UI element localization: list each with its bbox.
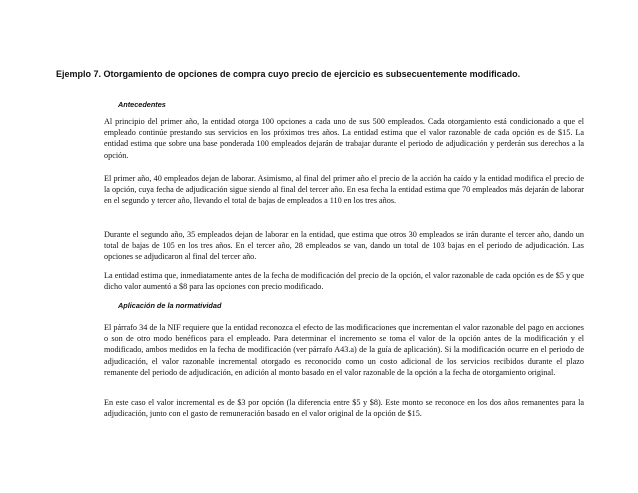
paragraph-antecedentes-1: Al principio del primer año, la entidad otorga 100 opciones a cada uno de sus 500 empleados. Cada otorgamiento está condicionado a que el empleado continúe prestando sus servicios en los próximos tres años. La entidad estima que el valor razonable de cada opción es de $15. La entidad estima que sobre una base ponderada 100 empleados dejarán de trabajar durante el periodo de adjudicación y perderán sus derechos a la opción. xyxy=(104,117,584,160)
paragraph-antecedentes-4: La entidad estima que, inmediatamente antes de la fecha de modificación del precio de la opción, el valor razonable de cada opción es de $5 y que dicho valor aumentó a $8 para las opciones con precio modificado. xyxy=(104,271,584,292)
paragraph-aplicacion-1: El párrafo 34 de la NIF requiere que la entidad reconozca el efecto de las modificaciones que incrementan el valor razonable del pago en acciones o son de otro modo benéficos para el empleado. Para determinar el incremento se toma el valor de la opción antes de la modificación y el modificado, ambos medidos en la fecha de modificación (ver párrafo A43.a) de la guía de aplicación). Si la modificación ocurre en el periodo de adjudicación, el valor razonable incremental otorgado es reconocido como un costo adicional de los servicios recibidos durante el plazo remanente del periodo de adjudicación, en adición al monto basado en el valor razonable de la opción a la fecha de otorgamiento original. xyxy=(104,323,584,377)
paragraph-antecedentes-3: Durante el segundo año, 35 empleados dejan de laborar en la entidad, que estima que otros 30 empleados se irán durante el tercer año, dando un total de bajas de 105 en los tres años. En el tercer año, 28 empleados se van, dando un total de 103 bajas en el periodo de adjudicación. Las opciones se adjudicaron al final del tercer año. xyxy=(104,230,584,262)
paragraph-antecedentes-2: El primer año, 40 empleados dejan de laborar. Asimismo, al final del primer año el precio de la acción ha caído y la entidad modifica el precio de la opción, cuya fecha de adjudicación sigue siendo al final del tercer año. En esa fecha la entidad estima que 70 empleados más dejarán de laborar en el segundo y tercer año, llevando el total de bajas de empleados a 110 en los tres años. xyxy=(104,174,584,206)
paragraph-aplicacion-2: En este caso el valor incremental es de $3 por opción (la diferencia entre $5 y $8). Este monto se reconoce en los dos años remanentes para la adjudicación, junto con el gasto de remuneración basado en el valor original de la opción de $15. xyxy=(104,398,584,419)
section-heading-aplicacion: Aplicación de la normatividad xyxy=(118,301,222,310)
example-heading: Ejemplo 7. Otorgamiento de opciones de compra cuyo precio de ejercicio es subsecuentemente modificado. xyxy=(56,69,521,79)
section-heading-antecedentes: Antecedentes xyxy=(118,100,166,109)
